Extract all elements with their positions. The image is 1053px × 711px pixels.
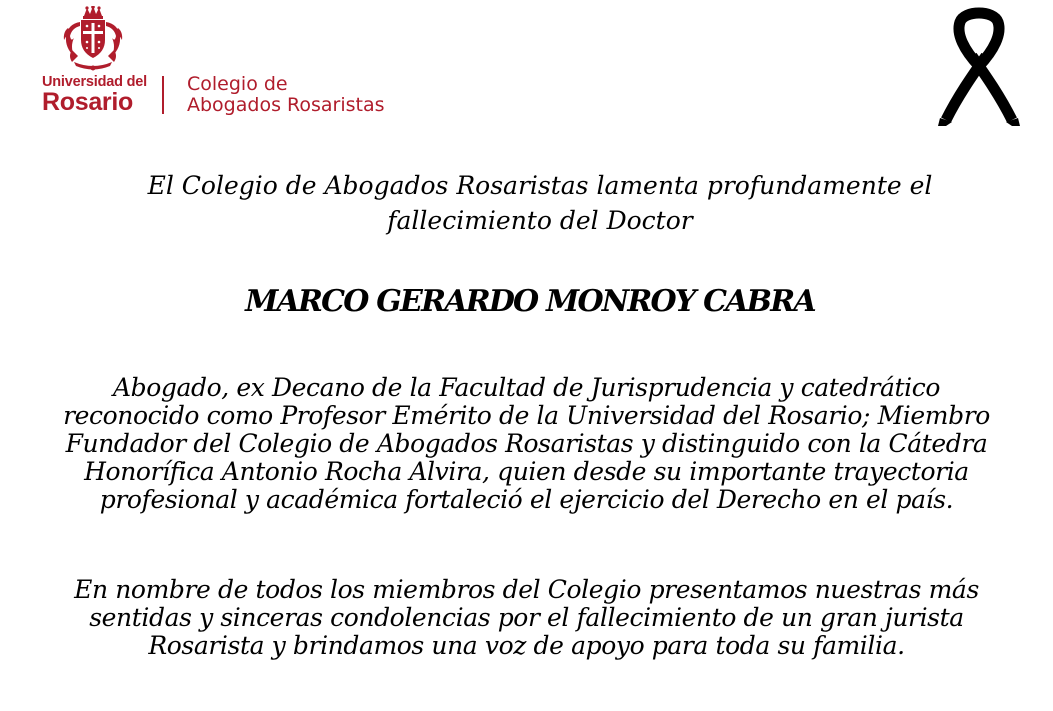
condolence-line: En nombre de todos los miembros del Colegio presentamos nuestras más [74,575,979,604]
biography-line: Honorífica Antonio Rocha Alvira, quien desde su importante trayectoria [84,457,969,486]
deceased-name: MARCO GERARDO MONROY CABRA [245,284,815,319]
institution-logo [42,6,402,121]
biography-line: Fundador del Colegio de Abogados Rosaristas y distinguido con la Cátedra [65,429,988,458]
university-crest-icon [62,6,124,72]
colegio-name-line2: Abogados Rosaristas [187,94,385,116]
condolence-line: sentidas y sinceras condolencias por el fallecimiento de un gran jurista [89,603,964,632]
intro-line: fallecimiento del Doctor [387,206,693,235]
biography-line: reconocido como Profesor Emérito de la Universidad del Rosario; Miembro [63,401,990,430]
biography-paragraph [4,374,1049,514]
condolence-line: Rosarista y brindamos una voz de apoyo para toda su familia. [148,631,905,660]
intro-text [60,168,1020,238]
biography-line: Abogado, ex Decano de la Facultad de Jurisprudencia y catedrático [112,373,940,402]
university-name-line1: Universidad del [42,74,147,90]
header [0,0,1053,150]
biography-line: profesional y académica fortaleció el ejercicio del Derecho en el país. [99,485,954,514]
intro-line: El Colegio de Abogados Rosaristas lamenta profundamente el [147,171,933,200]
condolence-paragraph [4,576,1049,660]
university-name-line2: Rosario [42,88,133,116]
logo-divider [162,76,164,114]
colegio-name-line1: Colegio de [187,73,288,95]
mourning-ribbon-icon [938,4,1020,126]
